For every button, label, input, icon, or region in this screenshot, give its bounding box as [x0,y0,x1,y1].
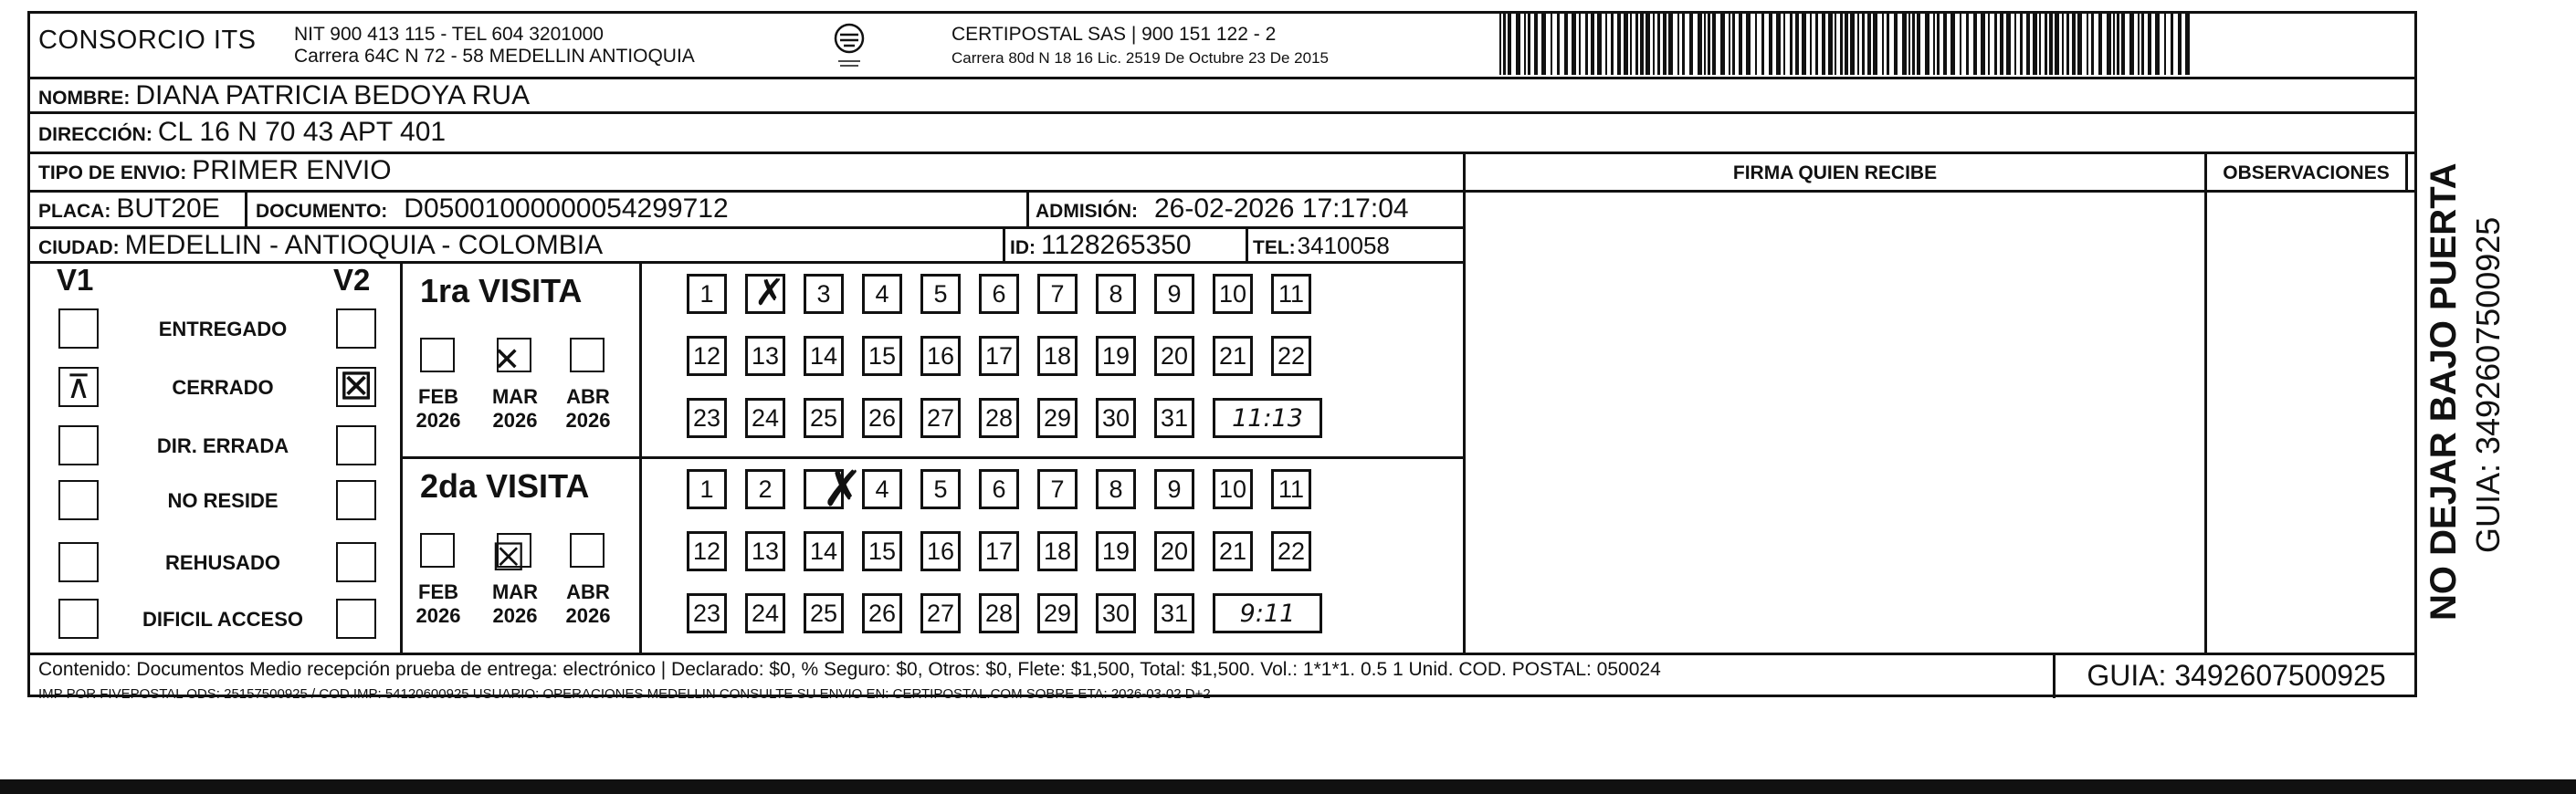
field-tipo-envio [38,155,392,186]
day-box[interactable]: 10 [1213,274,1253,314]
day-box[interactable]: 10 [1213,469,1253,509]
barcode-bar [1579,13,1581,75]
observaciones-header: OBSERVACIONES [2223,162,2390,183]
barcode-bar [1994,13,1997,75]
day-box[interactable]: 31 [1154,593,1194,633]
month-checkbox[interactable] [570,533,605,568]
barcode-bar [1755,13,1757,75]
month-checkbox[interactable] [570,338,605,372]
tel-value: 3410058 [1297,232,1390,259]
barcode-bar [1503,13,1506,75]
barcode-bar [1795,13,1799,75]
day-box[interactable]: 21 [1213,531,1253,571]
page-bottom-edge [0,779,2576,794]
side-guia: GUIA: 3492607500925 [2469,216,2507,553]
barcode-bar [1943,13,1947,75]
day-box[interactable]: 25 [804,593,844,633]
day-box[interactable]: 18 [1037,336,1078,376]
day-box[interactable]: 27 [920,398,961,438]
carrier-name: CERTIPOSTAL SAS | 900 151 122 - 2 [952,24,1277,45]
documento-label: DOCUMENTO: [256,201,388,222]
day-box[interactable]: 25 [804,398,844,438]
admision-value: 26-02-2026 17:17:04 [1154,193,1409,224]
barcode-bar [1689,13,1693,75]
barcode-bar [1640,13,1644,75]
day-box[interactable]: 7 [1037,274,1078,314]
handwritten-check-day3: ✗ [822,460,864,517]
barcode-bar [1704,13,1706,75]
day-box[interactable]: 17 [979,531,1019,571]
barcode-bar [2039,13,2041,75]
v1-checkbox[interactable]: ⊼ [58,367,99,407]
barcode-bar [1973,13,1977,75]
v1-checkbox[interactable] [58,542,99,582]
day-box[interactable]: 1 [687,274,727,314]
barcode-bar [1790,13,1793,75]
id-label: ID: [1010,237,1036,258]
month-name: FEB [418,385,458,408]
barcode-bar [1937,13,1940,75]
day-box[interactable]: 8 [1096,274,1136,314]
barcode-bar [1810,13,1812,75]
day-box[interactable]: 17 [979,336,1019,376]
barcode-bar [1611,13,1614,75]
v2-checkbox[interactable]: ☒ [336,367,376,407]
field-placa [38,193,220,225]
tel-label: TEL: [1253,237,1296,258]
day-box[interactable]: 8 [1096,469,1136,509]
month-year: 2026 [492,604,538,627]
barcode-bar [1605,13,1607,75]
barcode-bar [2141,13,2144,75]
day-box[interactable]: 11 [1271,469,1311,509]
barcode-bar [2055,13,2059,75]
day-box[interactable]: 9 [1154,274,1194,314]
barcode-bar [1516,13,1520,75]
barcode-bar [1508,13,1511,75]
day-box[interactable]: 19 [1096,531,1136,571]
day-box[interactable]: 28 [979,398,1019,438]
day-box[interactable]: 15 [862,531,902,571]
month-label [402,580,475,628]
day-box[interactable]: 12 [687,531,727,571]
barcode-bar [2107,13,2111,75]
v2-header: V2 [333,263,371,297]
day-box[interactable]: 20 [1154,336,1194,376]
status-label: CERRADO [172,376,274,399]
barcode-bar [1981,13,1985,75]
barcode-bar [1867,13,1871,75]
v1-checkbox[interactable] [58,308,99,349]
month-checkbox[interactable] [420,338,455,372]
barcode-bar [1657,13,1660,75]
barcode-bar [1541,13,1546,75]
barcode-bar [1894,13,1898,75]
month-label [552,580,625,628]
day-box[interactable]: 26 [862,398,902,438]
barcode-bar [1524,13,1526,75]
certipostal-logo [813,20,886,75]
handwritten-check-mar-v2: ☒ [491,535,526,580]
carrier-address: Carrera 80d N 18 16 Lic. 2519 De Octubre 23 De 2015 [952,49,1329,67]
ciudad-value: MEDELLIN - ANTIOQUIA - COLOMBIA [124,230,604,260]
barcode-bar [2020,13,2023,75]
handwritten-check-day2: ✗ [754,272,785,314]
barcode-bar [1746,13,1751,75]
field-tel [1253,232,1390,260]
placa-label: PLACA: [38,201,111,222]
barcode-bar [1653,13,1655,75]
field-nombre [38,80,530,111]
barcode-bar [2178,13,2182,75]
v2-checkbox[interactable] [336,480,376,520]
barcode-bar [2121,13,2125,75]
visit-1-title: 1ra VISITA [420,272,583,309]
nombre-value: DIANA PATRICIA BEDOYA RUA [135,80,531,110]
field-direccion [38,117,446,148]
day-box[interactable]: 14 [804,336,844,376]
barcode-bar [2091,13,2094,75]
barcode-bar [2087,13,2088,75]
footer-contenido: Contenido: Documentos Medio recepción prueba de entrega: electrónico | Declarado: $0, % Seguro: $0, Otros: $0, Flete: $1,500, Total: $1,500. Vol.: 1*1*1. 0.5 1 Unid. COD. POSTAL: 050024 [38,659,1661,680]
barcode-bar [1635,13,1638,75]
barcode-bar [2148,13,2151,75]
tipo-envio-label: TIPO DE ENVIO: [38,162,187,183]
footer-impresion: IMP POR FIVEPOSTAL ODS: 25157500925 / COD.IMP: 54120600925 USUARIO: OPERACIONES MEDELLIN CONSULTE SU ENVIO EN: CERTIPOSTAL.COM SOBRE ETA: 2026-03-02 D+2 [38,686,1211,702]
day-box[interactable]: 23 [687,593,727,633]
firma-header: FIRMA QUIEN RECIBE [1732,162,1938,183]
barcode-bar [1729,13,1730,75]
barcode-bar [1698,13,1702,75]
v1-checkbox[interactable] [58,480,99,520]
barcode-bar [1862,13,1865,75]
day-box[interactable]: 14 [804,531,844,571]
barcode-bar [2117,13,2119,75]
barcode-bar [2185,13,2190,75]
side-warning: NO DEJAR BAJO PUERTA [2424,162,2464,621]
barcode-bar [2066,13,2069,75]
barcode-bar [2138,13,2140,75]
barcode-bar [1732,13,1735,75]
barcode-bar [2049,13,2053,75]
v2-checkbox[interactable] [336,425,376,465]
barcode-bar [1857,13,1859,75]
day-box[interactable]: 21 [1213,336,1253,376]
day-box[interactable]: 27 [920,593,961,633]
barcode-bar [2077,13,2082,75]
documento-value: D05001000000054299712 [404,193,729,224]
barcode-bar [2014,13,2016,75]
day-box[interactable]: 4 [862,274,902,314]
visit-2-title: 2da VISITA [420,467,590,505]
month-name: ABR [566,580,610,603]
barcode-bar [2033,13,2037,75]
barcode-bar [1682,13,1685,75]
status-label: REHUSADO [165,551,280,574]
direccion-value: CL 16 N 70 43 APT 401 [157,117,447,147]
day-box[interactable]: 4 [862,469,902,509]
nombre-label: NOMBRE: [38,88,131,109]
day-box[interactable]: 28 [979,593,1019,633]
barcode-bar [1988,13,1990,75]
barcode-bar [1828,13,1833,75]
barcode-bar [1882,13,1884,75]
barcode-bar [2113,13,2115,75]
barcode-bar [2129,13,2134,75]
barcode-bar [1630,13,1632,75]
day-box[interactable]: 7 [1037,469,1078,509]
tipo-envio-value: PRIMER ENVIO [192,155,392,185]
barcode-bar [1645,13,1650,75]
day-box[interactable]: 12 [687,336,727,376]
barcode-bar [1761,13,1764,75]
barcode-bar [1902,13,1907,75]
barcode-bar [1840,13,1843,75]
barcode-bar [1677,13,1679,75]
v2-checkbox[interactable] [336,542,376,582]
day-box[interactable]: 6 [979,469,1019,509]
day-box[interactable]: 19 [1096,336,1136,376]
footer-guia: GUIA: 3492607500925 [2053,653,2417,698]
day-box[interactable]: 30 [1096,398,1136,438]
barcode-bar [1783,13,1785,75]
handwritten-time: 11:13 [1213,398,1322,438]
barcode-bar [1822,13,1825,75]
day-box[interactable]: 20 [1154,531,1194,571]
barcode-bar [2155,13,2160,75]
barcode-bar [1845,13,1848,75]
day-box[interactable]: 30 [1096,593,1136,633]
barcode-bar [1499,13,1501,75]
v1-header: V1 [57,263,94,297]
month-label [552,385,625,433]
month-name: ABR [566,385,610,408]
month-name: MAR [491,385,539,408]
month-year: 2026 [492,409,538,432]
field-ciudad [38,230,603,261]
day-box[interactable]: 22 [1271,531,1311,571]
day-box[interactable]: 3 [804,274,844,314]
barcode-bar [1668,13,1673,75]
barcode-bar [1776,13,1781,75]
month-year: 2026 [415,409,461,432]
barcode-bar [2062,13,2064,75]
ciudad-label: CIUDAD: [38,237,120,258]
barcode-bar [1591,13,1594,75]
barcode-bar [1557,13,1560,75]
day-box[interactable]: 22 [1271,336,1311,376]
v1-checkbox[interactable] [58,599,99,639]
status-label: DIR. ERRADA [156,434,289,457]
day-box[interactable]: 18 [1037,531,1078,571]
barcode-bar [1564,13,1568,75]
day-box[interactable]: 15 [862,336,902,376]
day-box[interactable]: 1 [687,469,727,509]
id-value: 1128265350 [1041,230,1192,260]
day-box[interactable]: 5 [920,469,961,509]
barcode-bar [1534,13,1538,75]
month-name: FEB [418,580,458,603]
barcode [1498,13,2192,75]
barcode-bar [2072,13,2076,75]
barcode-bar [1802,13,1806,75]
barcode-bar [1887,13,1889,75]
day-box[interactable]: 29 [1037,398,1078,438]
v1-checkbox[interactable] [58,425,99,465]
barcode-bar [2045,13,2047,75]
barcode-bar [1528,13,1530,75]
barcode-bar [1663,13,1667,75]
barcode-bar [1925,13,1929,75]
day-box[interactable]: 2 [745,469,785,509]
barcode-bar [1712,13,1716,75]
barcode-bar [1966,13,1969,75]
month-checkbox[interactable] [420,533,455,568]
day-box[interactable]: 11 [1271,274,1311,314]
v2-checkbox[interactable] [336,599,376,639]
status-label: DIFICIL ACCESO [142,608,303,631]
barcode-bar [1585,13,1588,75]
barcode-bar [1551,13,1552,75]
barcode-bar [2171,13,2173,75]
month-year: 2026 [565,409,611,432]
company-address: Carrera 64C N 72 - 58 MEDELLIN ANTIOQUIA [294,46,695,67]
handwritten-check-mar-v1: ✕ [493,341,521,379]
day-box[interactable]: 16 [920,531,961,571]
day-box[interactable]: 16 [920,336,961,376]
barcode-bar [1720,13,1725,75]
month-label [478,580,552,628]
day-box[interactable]: 26 [862,593,902,633]
day-box[interactable]: 9 [1154,469,1194,509]
status-label: NO RESIDE [167,489,279,512]
barcode-bar [1835,13,1836,75]
field-admision [1036,193,1409,225]
barcode-bar [1950,13,1955,75]
placa-value: BUT20E [116,193,220,224]
barcode-bar [1624,13,1628,75]
handwritten-time: 9:11 [1213,593,1322,633]
barcode-bar [1873,13,1877,75]
month-label [402,385,475,433]
day-box[interactable]: 31 [1154,398,1194,438]
barcode-bar [1708,13,1710,75]
barcode-bar [1572,13,1576,75]
day-box[interactable]: 29 [1037,593,1078,633]
barcode-bar [1617,13,1621,75]
barcode-bar [1908,13,1910,75]
barcode-bar [2164,13,2166,75]
month-year: 2026 [415,604,461,627]
barcode-bar [1960,13,1961,75]
day-box[interactable]: 13 [745,336,785,376]
day-box[interactable]: 6 [979,274,1019,314]
barcode-bar [2026,13,2030,75]
barcode-bar [1815,13,1818,75]
barcode-bar [2006,13,2011,75]
company-name: CONSORCIO ITS [38,26,257,55]
barcode-bar [1850,13,1855,75]
barcode-bar [2098,13,2102,75]
barcode-bar [1739,13,1742,75]
month-name: MAR [491,580,539,603]
day-box[interactable]: 13 [745,531,785,571]
month-year: 2026 [565,604,611,627]
barcode-bar [1597,13,1602,75]
direccion-label: DIRECCIÓN: [38,124,152,145]
barcode-bar [1912,13,1915,75]
admision-label: ADMISIÓN: [1036,201,1138,222]
v2-checkbox[interactable] [336,308,376,349]
field-documento [256,193,729,225]
day-box[interactable]: 5 [920,274,961,314]
barcode-bar [1769,13,1772,75]
barcode-bar [1933,13,1935,75]
company-nit: NIT 900 413 115 - TEL 604 3201000 [294,24,604,45]
day-box[interactable]: 23 [687,398,727,438]
field-id [1010,230,1192,261]
day-box[interactable]: 24 [745,398,785,438]
barcode-bar [2000,13,2003,75]
barcode-bar [1917,13,1920,75]
month-label [478,385,552,433]
day-box[interactable]: 24 [745,593,785,633]
status-label: ENTREGADO [158,318,288,340]
